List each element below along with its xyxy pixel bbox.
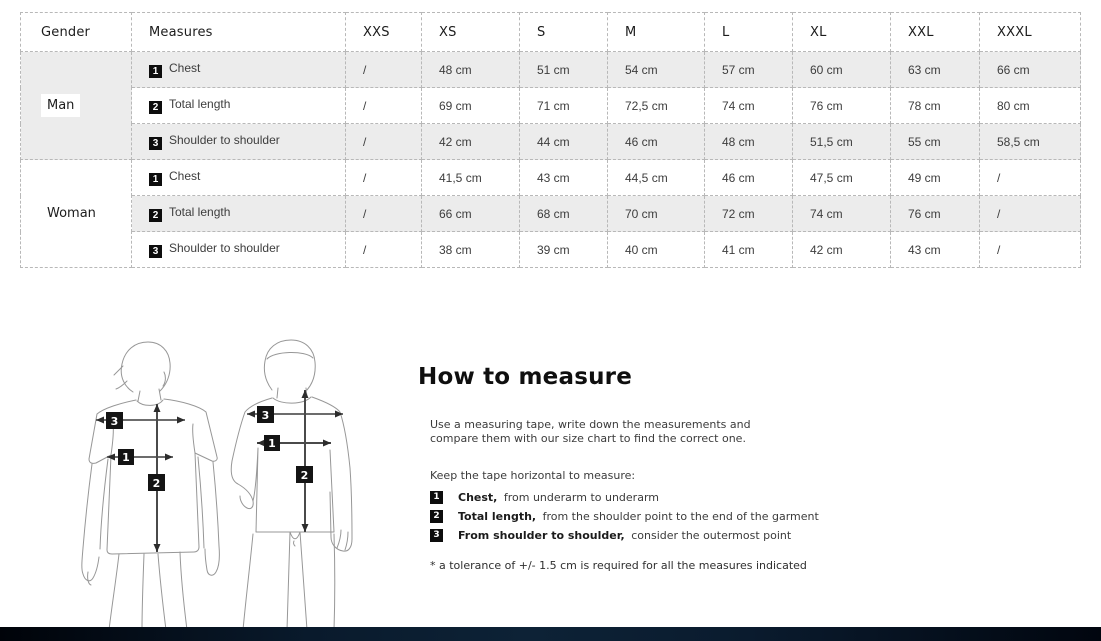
value-cell: 47,5 cm	[793, 160, 891, 196]
value-cell: 39 cm	[520, 232, 608, 268]
value-cell: 48 cm	[705, 124, 793, 160]
column-header-m: M	[608, 13, 705, 52]
measure-label: Shoulder to shoulder	[169, 241, 280, 255]
figure-badge-3-number: 3	[261, 409, 270, 422]
measure-number-badge: 2	[149, 101, 162, 114]
value-cell: /	[980, 232, 1081, 268]
table-row	[21, 124, 1081, 160]
value-cell: /	[980, 196, 1081, 232]
figure-badge-2-number: 2	[300, 469, 309, 482]
value-cell: /	[980, 160, 1081, 196]
value-cell: /	[346, 52, 422, 88]
measure-cell	[132, 196, 346, 232]
sweatshirt-length-arrow	[302, 390, 309, 532]
measure-step-2	[430, 510, 906, 523]
how-to-measure-title: How to measure	[418, 364, 633, 390]
value-cell: 49 cm	[891, 160, 980, 196]
measure-number-badge: 1	[149, 173, 162, 186]
measure-intro-text	[430, 418, 906, 446]
measure-number-badge: 2	[149, 209, 162, 222]
value-cell: 66 cm	[980, 52, 1081, 88]
measure-number-badge: 1	[149, 65, 162, 78]
measure-label: Chest	[169, 61, 201, 75]
bottom-bar	[0, 627, 1101, 641]
intro-line-2: compare them with our size chart to find the correct one.	[430, 432, 746, 445]
value-cell: 44,5 cm	[608, 160, 705, 196]
column-header-xs: XS	[422, 13, 520, 52]
measure-label: Shoulder to shoulder	[169, 133, 280, 147]
value-cell: 48 cm	[422, 52, 520, 88]
value-cell: 44 cm	[520, 124, 608, 160]
value-cell: 60 cm	[793, 52, 891, 88]
measure-cell	[132, 52, 346, 88]
measure-label: Total length	[169, 205, 231, 219]
table-row	[21, 52, 1081, 88]
column-header-xxs: XXS	[346, 13, 422, 52]
intro-line-1: Use a measuring tape, write down the measurements and	[430, 418, 751, 431]
tshirt-chest-arrow	[107, 454, 173, 461]
table-row	[21, 160, 1081, 196]
gender-cell-man	[21, 52, 132, 160]
gender-cell-woman	[21, 160, 132, 268]
table-row	[21, 88, 1081, 124]
value-cell: /	[346, 232, 422, 268]
measure-cell	[132, 160, 346, 196]
value-cell: 40 cm	[608, 232, 705, 268]
value-cell: /	[346, 160, 422, 196]
measure-cell	[132, 232, 346, 268]
value-cell: 74 cm	[793, 196, 891, 232]
measure-label: Total length	[169, 97, 231, 111]
value-cell: 63 cm	[891, 52, 980, 88]
value-cell: /	[346, 88, 422, 124]
gender-label: Woman	[41, 202, 102, 225]
value-cell: 46 cm	[608, 124, 705, 160]
value-cell: 57 cm	[705, 52, 793, 88]
measure-number-badge: 3	[149, 245, 162, 258]
value-cell: /	[346, 124, 422, 160]
step-text: Chest, from underarm to underarm	[458, 491, 659, 504]
value-cell: 51 cm	[520, 52, 608, 88]
value-cell: 46 cm	[705, 160, 793, 196]
column-header-s: S	[520, 13, 608, 52]
gender-label: Man	[41, 94, 80, 117]
value-cell: 78 cm	[891, 88, 980, 124]
table-row	[21, 196, 1081, 232]
value-cell: 43 cm	[891, 232, 980, 268]
value-cell: 43 cm	[520, 160, 608, 196]
sweatshirt-figure-outline	[231, 340, 352, 630]
value-cell: 72 cm	[705, 196, 793, 232]
value-cell: 76 cm	[793, 88, 891, 124]
value-cell: 68 cm	[520, 196, 608, 232]
tolerance-footnote: * a tolerance of +/- 1.5 cm is required for all the measures indicated	[430, 559, 807, 572]
step-text: From shoulder to shoulder, consider the outermost point	[458, 529, 792, 542]
table-header-row	[21, 13, 1081, 52]
measure-number-badge: 3	[149, 137, 162, 150]
measure-step-1	[430, 491, 906, 504]
value-cell: 58,5 cm	[980, 124, 1081, 160]
figure-badge-2-number: 2	[152, 477, 161, 490]
column-header-measures: Measures	[132, 13, 346, 52]
figure-badge-3-number: 3	[110, 415, 119, 428]
value-cell: 42 cm	[422, 124, 520, 160]
value-cell: 71 cm	[520, 88, 608, 124]
value-cell: 41 cm	[705, 232, 793, 268]
value-cell: 80 cm	[980, 88, 1081, 124]
value-cell: /	[346, 196, 422, 232]
measure-step-3	[430, 529, 906, 542]
figure-badge-1-number: 1	[122, 451, 130, 464]
column-header-gender: Gender	[21, 13, 132, 52]
value-cell: 72,5 cm	[608, 88, 705, 124]
value-cell: 42 cm	[793, 232, 891, 268]
measurement-figures-illustration	[40, 335, 400, 641]
column-header-xxl: XXL	[891, 13, 980, 52]
figure-badge-1-number: 1	[268, 437, 276, 450]
value-cell: 55 cm	[891, 124, 980, 160]
value-cell: 41,5 cm	[422, 160, 520, 196]
value-cell: 51,5 cm	[793, 124, 891, 160]
table-row	[21, 232, 1081, 268]
value-cell: 69 cm	[422, 88, 520, 124]
value-cell: 76 cm	[891, 196, 980, 232]
how-to-measure-section	[418, 364, 918, 572]
value-cell: 54 cm	[608, 52, 705, 88]
value-cell: 74 cm	[705, 88, 793, 124]
measure-cell	[132, 124, 346, 160]
step-text: Total length, from the shoulder point to the end of the garment	[458, 510, 819, 523]
column-header-xl: XL	[793, 13, 891, 52]
step-number-badge: 2	[430, 510, 443, 523]
keep-tape-text: Keep the tape horizontal to measure:	[430, 469, 636, 482]
measure-cell	[132, 88, 346, 124]
column-header-l: L	[705, 13, 793, 52]
measure-label: Chest	[169, 169, 201, 183]
value-cell: 38 cm	[422, 232, 520, 268]
value-cell: 70 cm	[608, 196, 705, 232]
size-chart-table	[20, 12, 1081, 268]
value-cell: 66 cm	[422, 196, 520, 232]
step-number-badge: 3	[430, 529, 443, 542]
column-header-xxxl: XXXL	[980, 13, 1081, 52]
step-number-badge: 1	[430, 491, 443, 504]
